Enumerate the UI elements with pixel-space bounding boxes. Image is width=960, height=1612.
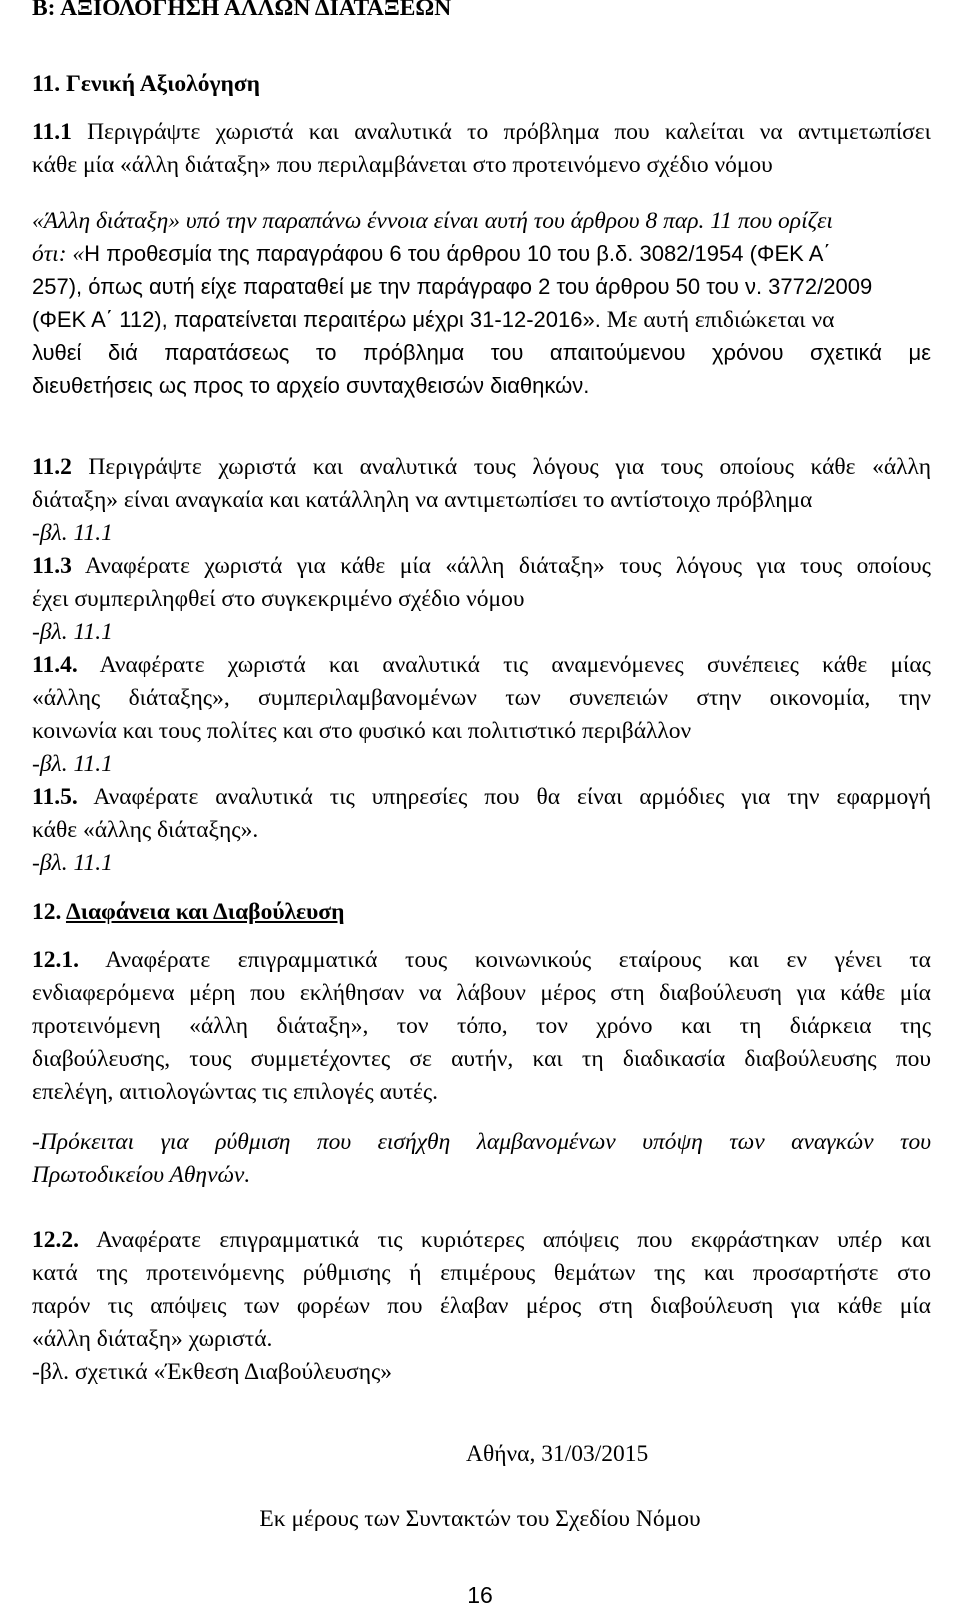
section-12-heading: Διαφάνεια και Διαβούλευση <box>65 899 345 925</box>
question-11-3-text: Αναφέρατε χωριστά για κάθε μία «άλλη διάταξη» τους λόγους για τους οποίους <box>85 553 931 579</box>
question-11-5-line-2: κάθε «άλλης διάταξης». <box>32 817 259 843</box>
page-number: 16 <box>467 1582 493 1608</box>
answer-11-1-sentence: Με αυτή επιδιώκεται να <box>600 307 835 333</box>
section-11-title: 11. Γενική Αξιολόγηση <box>32 71 260 97</box>
question-11-5-number: 11.5. <box>32 784 78 810</box>
place-and-date: Αθήνα, 31/03/2015 <box>466 1441 649 1467</box>
answer-12-1-line-1: -Πρόκειται για ρύθμιση που εισήχθη λαμβανομένων υπόψη των αναγκών του <box>32 1129 931 1155</box>
answer-11-1-line-4 <box>32 306 931 334</box>
question-12-2-line-2: κατά της προτεινόμενης ρύθμισης ή επιμέρους θεμάτων της και προσαρτήστε στο <box>32 1260 931 1286</box>
question-11-5-text: Αναφέρατε αναλυτικά τις υπηρεσίες που θα είναι αρμόδιες για την εφαρμογή <box>93 784 931 810</box>
question-12-2-reference: -βλ. σχετικά «Έκθεση Διαβούλευσης» <box>32 1359 393 1385</box>
question-12-1-line-4: διαβούλευσης, τους συμμετέχοντες σε αυτήν, και τη διαδικασία διαβούλευσης που <box>32 1046 931 1072</box>
question-12-1-line-2: ενδιαφερόμενα μέρη που εκλήθησαν να λάβουν μέρος στη διαβούλευση για κάθε μία <box>32 980 931 1006</box>
question-11-1-line-1 <box>32 118 931 146</box>
question-11-5-line-1 <box>32 783 931 811</box>
question-11-1-text: Περιγράψτε χωριστά και αναλυτικά το πρόβλημα που καλείται να αντιμετωπίσει <box>87 119 931 145</box>
question-11-2-line-1 <box>32 453 931 481</box>
section-12-title <box>32 898 931 926</box>
question-11-3-reference: -βλ. 11.1 <box>32 619 113 645</box>
question-11-2-number: 11.2 <box>32 454 72 480</box>
question-11-2-line-2: διάταξη» είναι αναγκαία και κατάλληλη να αντιμετωπίσει το αντίστοιχο πρόβλημα <box>32 487 813 513</box>
question-12-1-line-3: προτεινόμενη «άλλη διάταξη», τον τόπο, τον χρόνο και τη διάρκεια της <box>32 1013 931 1039</box>
answer-11-1-quote: Η προθεσμία της παραγράφου 6 του άρθρου 10 του β.δ. 3082/1954 (ΦΕΚ Α΄ <box>84 241 831 266</box>
answer-11-1-line-2 <box>32 240 931 268</box>
section-12-number: 12. <box>32 899 62 925</box>
answer-12-1-line-2: Πρωτοδικείου Αθηνών. <box>32 1162 251 1188</box>
question-12-1-number: 12.1. <box>32 947 79 973</box>
question-11-3-line-1 <box>32 552 931 580</box>
question-11-4-number: 11.4. <box>32 652 78 678</box>
question-12-2-line-1 <box>32 1226 931 1254</box>
question-11-3-number: 11.3 <box>32 553 72 579</box>
signature-line: Εκ μέρους των Συντακτών του Σχεδίου Νόμου <box>259 1506 701 1532</box>
answer-11-1-italic-part: ότι: « <box>32 241 85 267</box>
question-12-2-line-3: παρόν τις απόψεις των φορέων που έλαβαν μέρος στη διαβούλευση για κάθε μία <box>32 1293 931 1319</box>
question-11-4-line-1 <box>32 651 931 679</box>
question-12-2-text: Αναφέρατε επιγραμματικά τις κυριότερες απόψεις που εκφράστηκαν υπέρ και <box>96 1227 931 1253</box>
question-11-1-number: 11.1 <box>32 119 72 145</box>
question-11-2-reference: -βλ. 11.1 <box>32 520 113 546</box>
answer-11-1-line-1: «Άλλη διάταξη» υπό την παραπάνω έννοια είναι αυτή του άρθρου 8 παρ. 11 που ορίζει <box>32 208 833 234</box>
question-12-1-line-1 <box>32 946 931 974</box>
answer-11-1-line-6: διευθετήσεις ως προς το αρχείο συνταχθεισών διαθηκών. <box>32 373 590 398</box>
answer-11-1-quote-end: (ΦΕΚ Α΄ 112), παρατείνεται περαιτέρω μέχρι 31-12-2016». <box>32 307 601 332</box>
question-12-2-line-4: «άλλη διάταξη» χωριστά. <box>32 1326 273 1352</box>
question-11-4-text: Αναφέρατε χωριστά και αναλυτικά τις αναμενόμενες συνέπειες κάθε μίας <box>99 652 931 678</box>
answer-11-1-line-5: λυθεί διά παρατάσεως το πρόβλημα του απαιτούμενου χρόνου σχετικά με <box>32 340 931 365</box>
question-12-2-number: 12.2. <box>32 1227 79 1253</box>
question-12-1-text: Αναφέρατε επιγραμματικά τους κοινωνικούς εταίρους και εν γένει τα <box>105 947 931 973</box>
question-11-4-reference: -βλ. 11.1 <box>32 751 113 777</box>
question-11-4-line-2: «άλλης διάταξης», συμπεριλαμβανομένων των συνεπειών στην οικονομία, την <box>32 685 931 711</box>
question-11-4-line-3: κοινωνία και τους πολίτες και στο φυσικό και πολιτιστικό περιβάλλον <box>32 718 692 744</box>
question-12-1-line-5: επελέγη, αιτιολογώντας τις επιλογές αυτές. <box>32 1079 439 1105</box>
page-heading: Β: ΑΞΙΟΛΟΓΗΣΗ ΑΛΛΩΝ ΔΙΑΤΑΞΕΩΝ <box>32 0 452 21</box>
question-11-5-reference: -βλ. 11.1 <box>32 850 113 876</box>
answer-11-1-line-3: 257), όπως αυτή είχε παραταθεί με την παράγραφο 2 του άρθρου 50 του ν. 3772/2009 <box>32 274 873 299</box>
question-11-2-text: Περιγράψτε χωριστά και αναλυτικά τους λόγους για τους οποίους κάθε «άλλη <box>88 454 932 480</box>
question-11-1-line-2: κάθε μία «άλλη διάταξη» που περιλαμβάνεται στο προτεινόμενο σχέδιο νόμου <box>32 152 773 178</box>
question-11-3-line-2: έχει συμπεριληφθεί στο συγκεκριμένο σχέδιο νόμου <box>32 586 525 612</box>
